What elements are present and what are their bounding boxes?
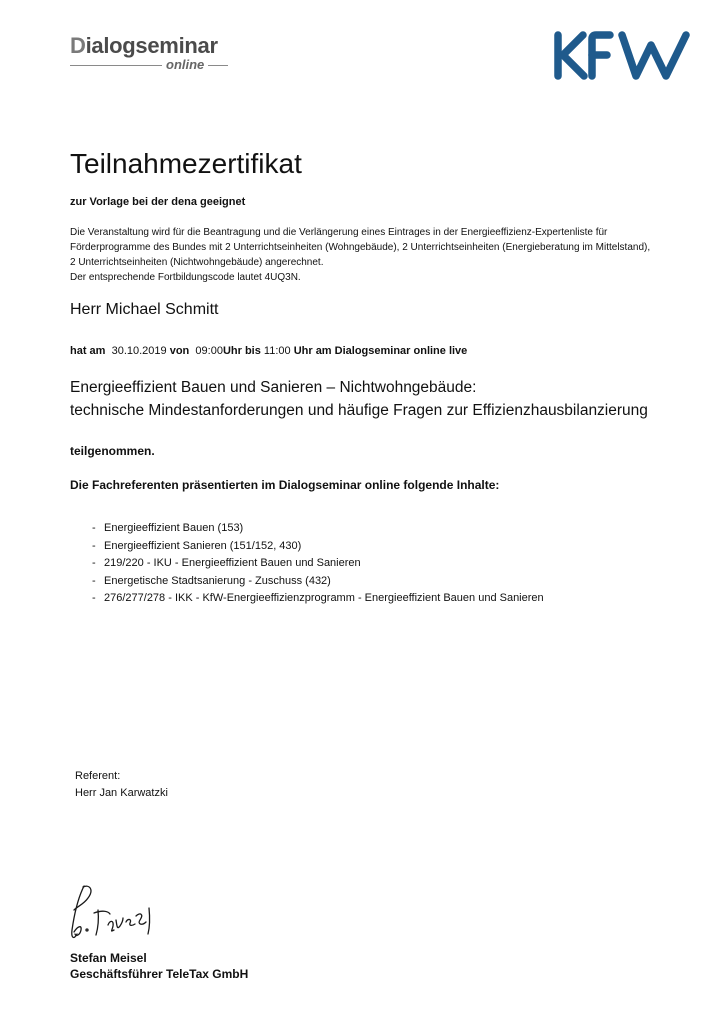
- signer-title: Geschäftsführer TeleTax GmbH: [70, 967, 249, 981]
- dialogseminar-logo: [70, 34, 228, 72]
- dialogseminar-online-text: online: [166, 57, 205, 72]
- list-item: - Energieeffizient Bauen (153): [92, 520, 544, 538]
- referent-block: [75, 768, 168, 802]
- intro-line: Die Veranstaltung wird für die Beantragung und die Verlängerung eines Eintrages in der Energieeffizienz-Expertenliste für: [70, 227, 608, 238]
- course-line: Energieeffizient Bauen und Sanieren – Nichtwohngebäude:: [70, 379, 477, 396]
- intro-paragraph: [70, 225, 650, 285]
- logo-line-right: [208, 65, 228, 66]
- intro-line: 2 Unterrichtseinheiten (Nichtwohngebäude) angerechnet.: [70, 257, 324, 268]
- contents-heading: Die Fachreferenten präsentierten im Dialogseminar online folgende Inhalte:: [70, 478, 500, 492]
- date-line: hat am 30.10.2019 von 09:00Uhr bis 11:00 Uhr am Dialogseminar online live: [70, 345, 468, 357]
- list-item: - Energieeffizient Sanieren (151/152, 430): [92, 538, 544, 556]
- signature-graphic: [66, 880, 166, 946]
- participant-name: Herr Michael Schmitt: [70, 301, 219, 318]
- list-item: - Energetische Stadtsanierung - Zuschuss (432): [92, 573, 544, 591]
- signer-block: [70, 950, 248, 982]
- kfw-logo-graphic: [552, 30, 692, 82]
- list-item: - 219/220 - IKU - Energieeffizient Bauen und Sanieren: [92, 555, 544, 573]
- kfw-logo: [552, 30, 692, 87]
- topics-list: [92, 520, 544, 608]
- intro-line: Der entsprechende Fortbildungscode lautet 4UQ3N.: [70, 272, 301, 283]
- intro-line: Förderprogramme des Bundes mit 2 Unterrichtseinheiten (Wohngebäude), 2 Unterrichtseinheiten (Energieberatung im Mittelstand),: [70, 242, 651, 253]
- list-item: - 276/277/278 - IKK - KfW-Energieeffizienzprogramm - Energieeffizient Bauen und Sanieren: [92, 590, 544, 608]
- signer-name: Stefan Meisel: [70, 951, 147, 965]
- dialogseminar-wordmark: Dialogseminar: [70, 33, 218, 58]
- certificate-title: Teilnahmezertifikat: [70, 148, 302, 179]
- referent-name: Herr Jan Karwatzki: [75, 787, 168, 799]
- logo-line-left: [70, 65, 162, 66]
- end-time: 11:00: [263, 345, 291, 357]
- course-line: technische Mindestanforderungen und häufige Fragen zur Effizienzhausbilanzierung: [70, 402, 648, 419]
- course-title: [70, 376, 648, 422]
- certificate-subtitle: zur Vorlage bei der dena geeignet: [70, 196, 246, 208]
- start-time: 09:00: [195, 345, 223, 357]
- event-date: 30.10.2019: [111, 345, 167, 357]
- participated-text: teilgenommen.: [70, 444, 155, 458]
- signature: [66, 880, 166, 951]
- dialogseminar-online-row: [70, 58, 228, 72]
- referent-label: Referent:: [75, 770, 121, 782]
